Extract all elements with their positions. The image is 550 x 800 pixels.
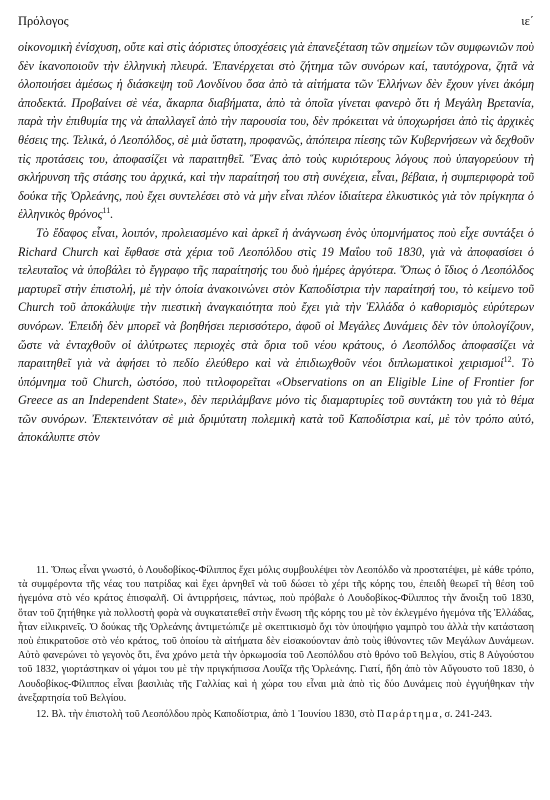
footnote-12 [18,708,534,722]
footnote-12-text: 12. Βλ. τὴν ἐπιστολὴ τοῦ Λεοπόλδου πρὸς Καποδίστρια, ἀπὸ 1 Ἰουνίου 1830, στὸ [36,709,375,721]
paragraph-1-text: οἰκονομικὴ ἐνίσχυση, οὔτε καὶ στὶς ἀόριστες ὑποσχέσεις γιὰ ἐπανεξέταση τῶν σημείων τῶν συμφωνιῶν ποὺ δὲν ἱκανοποιοῦν τὴν ἑλληνικὴ πλευρά. Ἐπανέρχεται στὸ ζήτημα τῶν συνόρων καί, ταυτόχρονα, ζητᾶ νὰ ὁλοποιήσει ἀμέσως ἡ διάσκεψη τοῦ Λονδίνου ὅσα ἀπὸ τὰ αἰτήματα τῶν Ἑλλήνων δὲν ἔχουν γίνει ἀκόμη ἀποδεκτά. Προβαίνει σὲ νέα, ἄκαρπα διαβήματα, ἀπὸ τὰ ὁποῖα γίνεται φανερὸ ὅτι ἡ Μεγάλη Βρετανία, παρὰ τὴν ἐπιθυμία της νὰ ἀπαλλαγεῖ ἀπὸ τὴν παρουσία του, δὲν πρόκειται νὰ ὑποχωρήσει ἀπὸ τὶς ἀρχικὲς θέσεις της. Τελικά, ὁ Λεοπόλδος, σὲ μιὰ ὕστατη, προφανῶς, ἀπόπειρα πίεσης τῶν Κυβερνήσεων νὰ δεχθοῦν τὶς προτάσεις του, ἀποφασίζει νὰ παραιτηθεῖ. Ἕνας ἀπὸ τοὺς κυριότερους λόγους ποὺ ὑπαγορεύουν τὴ σκλήρυνση τῆς στάσης του ἀρχικά, καὶ τὴν παραίτησή του στὴ συνέχεια, εἶναι, βέβαια, ἡ συμπεριφορὰ τοῦ δούκα τῆς Ὀρλεάνης, ποὺ ἔχει συντελέσει στὸ νὰ μὴν εἶναι πλέον ἰδιαίτερα ἑλκυστικὸς γιὰ τὸν πρίγκηπα ὁ ἑλληνικὸς θρόνος [18,40,534,222]
paragraph-1: οἰκονομικὴ ἐνίσχυση, οὔτε καὶ στὶς ἀόριστες ὑποσχέσεις γιὰ ἐπανεξέταση τῶν σημείων τῶν συμφωνιῶν ποὺ δὲν ἱκανοποιοῦν τὴν ἑλληνικὴ πλευρά. Ἐπανέρχεται στὸ ζήτημα τῶν συνόρων καί, ταυτόχρονα, ζητᾶ νὰ ὁλοποιήσει ἀμέσως ἡ διάσκεψη τοῦ Λονδίνου ὅσα ἀπὸ τὰ αἰτήματα τῶν Ἑλλήνων δὲν ἔχουν γίνει ἀκόμη ἀποδεκτά. Προβαίνει σὲ νέα, ἄκαρπα διαβήματα, ἀπὸ τὰ ὁποῖα γίνεται φανερὸ ὅτι ἡ Μεγάλη Βρετανία, παρὰ τὴν ἐπιθυμία της νὰ ἀπαλλαγεῖ ἀπὸ τὴν παρουσία του, δὲν πρόκειται νὰ ὑποχωρήσει ἀπὸ τὶς ἀρχικὲς θέσεις της. Τελικά, ὁ Λεοπόλδος, σὲ μιὰ ὕστατη, προφανῶς, ἀπόπειρα πίεσης τῶν Κυβερνήσεων νὰ δεχθοῦν τὶς προτάσεις του, ἀποφασίζει νὰ παραιτηθεῖ. Ἕνας ἀπὸ τοὺς κυριότερους λόγους ποὺ ὑπαγορεύουν τὴ σκλήρυνση τῆς στάσης του ἀρχικά, καὶ τὴν παραίτησή του στὴ συνέχεια, εἶναι, βέβαια, ἡ συμπεριφορὰ τοῦ δούκα τῆς Ὀρλεάνης, ποὺ ἔχει συντελέσει στὸ νὰ μὴν εἶναι πλέον ἰδιαίτερα ἑλκυστικὸς γιὰ τὸν πρίγκηπα ὁ ἑλληνικὸς θρόνος$^{11}$. [18,40,534,222]
main-text [18,38,534,447]
footnote-ref-11[interactable]: 11 [102,206,111,216]
footnote-ref-12[interactable]: 12 [503,355,512,365]
paragraph-2 [18,224,534,447]
footnote-12-appendix: Παράρτημα [376,709,440,721]
paragraph-2-text-a: Τὸ ἔδαφος εἶναι, λοιπόν, προλειασμένο καὶ ἀρκεῖ ἡ ἀνάγνωση ἑνὸς ὑπομνήματος ποὺ εἶχε συντάξει ὁ Richard Church καὶ ἔφθασε στὰ χέρια τοῦ Λεοπόλδου στὶς 19 Μαΐου τοῦ 1830, γιὰ νὰ ἀποφασίσει ὁ τελευταῖος νὰ ὑποβάλει τὸ ἔγγραφο τῆς παραίτησής του δυὸ ἡμέρες ἀργότερα. Ὅπως ὁ ἴδιος ὁ Λεοπόλδος μαρτυρεῖ στὴν ἐπιστολή, μὲ τὴν ὁποία ἀνακοινώνει στὸν Καποδίστρια τὴν παραίτησή του, τὸ κείμενο τοῦ Church τοῦ ἀποκάλυψε τὴν πιεστικὴ ἀναγκαιότητα ποὺ ἔχει γιὰ τὴν Ἑλλάδα ὁ καθορισμὸς εὐρύτερων συνόρων. Ἐπειδὴ δὲν μπορεῖ νὰ βοηθήσει περισσότερο, ἀφοῦ οἱ Μεγάλες Δυνάμεις δὲν τὸν ὑπολογίζουν, ὥστε νὰ ἐνταχθοῦν οἱ ἀλύτρωτες περιοχὲς στὰ ὅρια τοῦ νέου κράτους, ὁ Λεοπόλδος ἀποφασίζει νὰ παραιτηθεῖ γιὰ νὰ ἀφήσει τὸ πεδίο ἐλεύθερο καὶ νὰ ἐπιδιωχθοῦν νέοι διπλωματικοὶ χειρισμοί [18,225,534,371]
page-number: ιε΄ [521,14,534,28]
running-header [18,14,534,29]
paragraph-2-text-b: . Τὸ ὑπόμνημα τοῦ Church, ὡστόσο, ποὺ τιτλοφορεῖται «Observations on an Eligible Line of Frontier for Greece as an Independent State», δὲν περιλάμβανε μόνο τὶς διαμαρτυρίες τοῦ συντάκτη του γιὰ τὸ θέμα τῶν συνόρων. Ἐπεκτεινόταν σὲ μιὰ δριμύτατη πολεμικὴ κατὰ τοῦ Καποδίστρια καί, μὲ τὸν τρόπο αὐτό, ἀποκάλυπτε στὸν [18,356,535,445]
header-title: Πρόλογος [18,14,69,28]
footnotes [18,564,534,724]
footnote-11: 11. Ὅπως εἶναι γνωστό, ὁ Λουδοβίκος-Φίλιππος ἔχει μόλις συμβουλέψει τὸν Λεοπόλδο νὰ προστατέψει, μὲ κάθε τρόπο, τὰ συμφέροντα τῆς νέας του πατρίδας καὶ ἔχει ἀρνηθεῖ νὰ τοῦ δώσει τὸ χέρι τῆς κόρης του, ἐπειδὴ θεωρεῖ τὴ θέση τοῦ ἡγεμόνα στὸ νέο κράτος ἐπισφαλῆ. Οἱ ἀντιρρήσεις, πάντως, ποὺ πρόβαλε ὁ Λουδοβίκος-Φίλιππος τὴν ἄνοιξη τοῦ 1830, ὅταν τοῦ ζητήθηκε γιὰ πολλοστὴ φορὰ νὰ συγκατατεθεῖ στὴν ἕνωση τῆς κόρης του μὲ τὸν ἐκλεγμένο ἡγεμόνα τῆς Ἑλλάδας, ἦταν εἰλικρινεῖς. Ὁ δούκας τῆς Ὀρλεάνης ἀντιμετώπιζε μὲ σκεπτικισμὸ ὄχι τὸν ὑποψήφιο γαμπρὸ του ἀλλὰ τὴν κατάσταση ποὺ ἐπικρατοῦσε στὸ νέο κράτος, τοῦ ὁποίου τὰ αἰτήματα δὲν εἰσακούονταν ἀπὸ τοὺς ἰθύνοντες τῶν Μεγάλων Δυνάμεων. Αὐτὸ φανερώνει τὸ γεγονὸς ὅτι, ἕνα χρόνο μετὰ τὴν ὁρκωμοσία τοῦ Λεοπόλδου στὸ θρόνο τοῦ Βελγίου, στὶς 8 Αὐγούστου τοῦ 1832, γιορτάστηκαν οἱ γάμοι του μὲ τὴν πριγκήπισσα Λουΐζα τῆς Ὀρλεάνης. Γιατί, ἤδη ἀπὸ τὸν Αὔγουστο τοῦ 1830, ὁ Λουδοβίκος-Φίλιππος εἶναι βασιλιὰς τῆς Γαλλίας καὶ ἡ χώρα του εἶναι μιὰ ἀπὸ τὶς δύο Δυνάμεις ποὺ ἐγγυήθηκαν τὴν ἀνεξαρτησία τοῦ Βελγίου. [18,565,534,704]
footnote-12-pages: , σ. 241-243. [439,709,493,721]
